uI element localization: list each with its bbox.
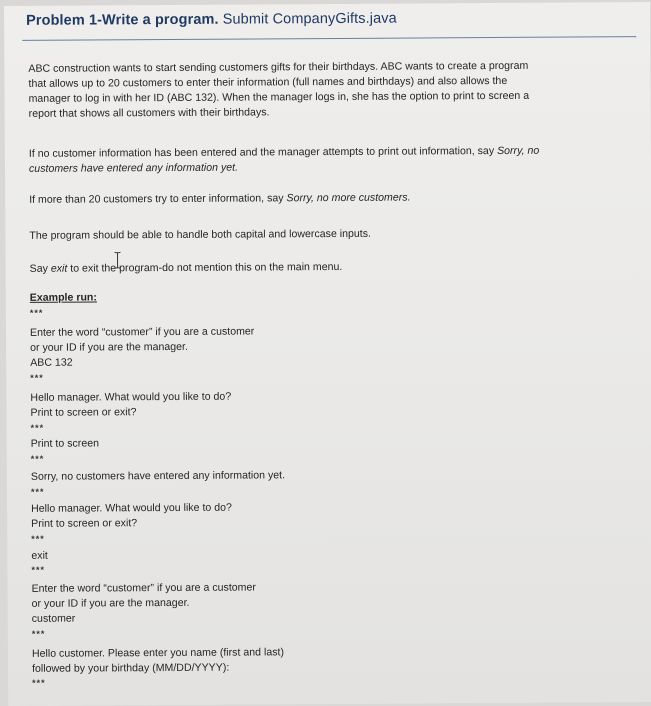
intro-line-4: report that shows all customers with their birthdays.	[28, 106, 270, 120]
transcript-line: Sorry, no customers have entered any information yet.	[30, 469, 286, 483]
intro-line-1: ABC construction wants to start sending customers gifts for their birthdays. ABC wants to create a program	[28, 59, 529, 75]
separator: ***	[31, 564, 45, 575]
transcript-line: Print to screen or exit?	[31, 517, 138, 530]
transcript-line: ABC 132	[30, 356, 73, 369]
rule-exit-text-2: to exit the program-do not mention this on the main menu.	[67, 260, 343, 275]
rule-max-italic: Sorry, no more customers.	[286, 191, 411, 205]
separator: ***	[31, 628, 46, 639]
separator: ***	[31, 533, 45, 544]
transcript-line: Enter the word “customer” if you are a customer	[29, 325, 255, 339]
rule-no-info-text: If no customer information has been entered and the manager attempts to print out information, say	[28, 144, 498, 160]
transcript-line: Hello manager. What would you like to do?	[30, 390, 232, 404]
separator: ***	[29, 307, 44, 318]
transcript-line: Hello customer. Please enter you name (first and last)	[31, 646, 285, 660]
title-divider	[22, 36, 636, 41]
separator: ***	[30, 453, 45, 464]
rule-exit-text-1: Say	[29, 262, 51, 275]
rule-max-customers	[29, 191, 410, 208]
title-rest: Submit CompanyGifts.java	[218, 10, 397, 28]
intro-line-3: manager to log in with her ID (ABC 132). When the manager logs in, she has the option to print to screen a	[28, 89, 530, 105]
rule-exit-italic: exit	[50, 262, 68, 275]
separator: ***	[30, 486, 45, 497]
transcript-line: or your ID if you are the manager.	[30, 340, 188, 354]
intro-line-2: that allows up to 20 customers to enter their information (full names and birthdays) and also allows the	[28, 74, 508, 90]
separator: ***	[30, 422, 45, 433]
rule-no-info-line-2: customers have entered any information yet.	[28, 161, 239, 175]
transcript-line: Hello manager. What would you like to do?	[31, 501, 232, 515]
text-cursor-icon	[114, 251, 122, 269]
example-run-heading: Example run:	[29, 291, 97, 304]
rule-exit	[30, 260, 343, 277]
transcript-line: Print to screen or exit?	[30, 406, 137, 419]
transcript-line: customer	[31, 612, 76, 625]
rule-max-text: If more than 20 customers try to enter information, say	[29, 192, 287, 206]
transcript-line: followed by your birthday (MM/DD/YYYY):	[32, 661, 230, 675]
page-title	[26, 11, 397, 29]
transcript-line: Print to screen	[30, 437, 100, 450]
separator: ***	[30, 372, 44, 383]
title-bold: Problem 1-Write a program.	[26, 11, 219, 29]
rule-case-inputs: The program should be able to handle both capital and lowercase inputs.	[29, 227, 372, 242]
rule-no-info-italic-1: Sorry, no	[497, 144, 540, 157]
separator: ***	[32, 677, 46, 688]
rule-no-info-line-1	[29, 144, 539, 162]
transcript-line: or your ID if you are the manager.	[31, 596, 190, 610]
transcript-line: Enter the word “customer” if you are a customer	[31, 581, 256, 595]
transcript-line: exit	[31, 549, 48, 562]
document-page	[4, 2, 651, 706]
